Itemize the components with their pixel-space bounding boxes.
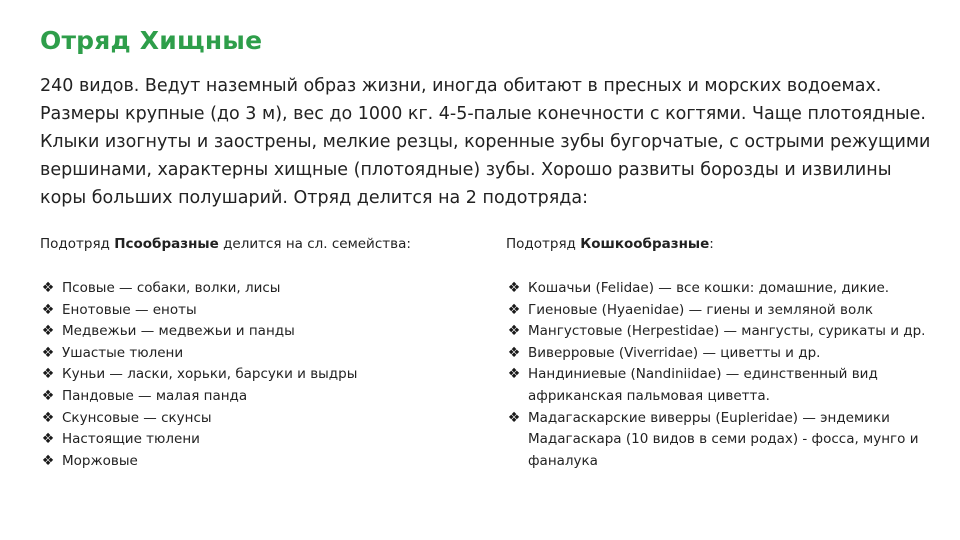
- family-list-item: [40, 386, 480, 408]
- family-list-item-text: Енотовые — еноты: [62, 301, 197, 318]
- family-list-item: [506, 321, 946, 343]
- diamond-bullet-icon: ❖: [41, 452, 55, 469]
- family-list-item-text: Гиеновые (Hyaenidae) — гиены и земляной волк: [528, 301, 873, 318]
- family-list-item: [506, 343, 946, 365]
- diamond-bullet-icon: ❖: [41, 431, 55, 448]
- family-list-item: [40, 321, 480, 343]
- family-list-item-text: Ушастые тюлени: [62, 344, 184, 361]
- suborder-heading-suffix: :: [709, 236, 714, 252]
- intro-paragraph: 240 видов. Ведут наземный образ жизни, иногда обитают в пресных и морских водоемах. Размеры крупные (до 3 м), вес до 1000 кг. 4-5-палые конечности с когтями. Чаще плотоядные. Клыки изогнуты и заострены, мелкие резцы, коренные зубы бугорчатые, с острыми режущими вершинами, характерны хищные (плотоядные) зубы. Хорошо развиты борозды и извилины коры больших полушарий. Отряд делится на 2 подотряда:: [40, 76, 931, 208]
- diamond-bullet-icon: ❖: [41, 387, 55, 404]
- family-list-item-text: Настоящие тюлени: [62, 431, 200, 448]
- family-list-item-text: Нандиниевые (Nandiniidae) — единственный вид африканская пальмовая циветта.: [528, 366, 878, 404]
- family-list-item: [506, 278, 946, 300]
- page-title: Отряд Хищные: [40, 26, 263, 55]
- family-list-item: [40, 278, 480, 300]
- family-list-item-text: Пандовые — малая панда: [62, 387, 248, 404]
- diamond-bullet-icon: ❖: [507, 323, 521, 340]
- diamond-bullet-icon: ❖: [41, 409, 55, 426]
- suborder-feliformia-column: [506, 234, 946, 472]
- family-list-item: [40, 451, 480, 473]
- diamond-bullet-icon: ❖: [41, 344, 55, 361]
- family-list-item: [40, 364, 480, 386]
- family-list-item-text: Скунсовые — скунсы: [62, 409, 212, 426]
- family-list-item-text: Мангустовые (Herpestidae) — мангусты, сурикаты и др.: [528, 323, 926, 340]
- family-list-item-text: Мадагаскарские виверры (Eupleridae) — эндемики Мадагаскара (10 видов в семи родах) - фосса, мунго и фаналука: [528, 409, 919, 469]
- suborder-feliformia-heading: [506, 234, 946, 254]
- family-list-item-text: Медвежьи — медвежьи и панды: [62, 323, 295, 340]
- family-list-item: [40, 408, 480, 430]
- suborder-caniformia-column: [40, 234, 480, 472]
- caniformia-family-list: [40, 278, 480, 472]
- suborder-heading-prefix: Подотряд: [40, 236, 115, 252]
- diamond-bullet-icon: ❖: [507, 344, 521, 361]
- diamond-bullet-icon: ❖: [41, 366, 55, 383]
- family-list-item: [40, 429, 480, 451]
- diamond-bullet-icon: ❖: [41, 280, 55, 296]
- feliformia-family-list: [506, 278, 946, 472]
- diamond-bullet-icon: ❖: [507, 280, 521, 296]
- diamond-bullet-icon: ❖: [41, 301, 55, 318]
- diamond-bullet-icon: ❖: [507, 366, 521, 383]
- suborder-heading-suffix: делится на сл. семейства:: [218, 236, 411, 252]
- family-list-item-text: Куньи — ласки, хорьки, барсуки и выдры: [62, 366, 358, 383]
- family-list-item: [506, 408, 946, 473]
- family-list-item-text: Кошачьи (Felidae) — все кошки: домашние, дикие.: [528, 280, 890, 296]
- diamond-bullet-icon: ❖: [507, 409, 521, 426]
- family-list-item-text: Виверровые (Viverridae) — циветты и др.: [528, 344, 821, 361]
- family-list-item: [40, 343, 480, 365]
- family-list-item: [40, 300, 480, 322]
- suborder-caniformia-name: Псообразные: [114, 236, 219, 252]
- suborder-feliformia-name: Кошкообразные: [580, 236, 710, 252]
- suborder-heading-prefix: Подотряд: [506, 236, 581, 252]
- diamond-bullet-icon: ❖: [507, 301, 521, 318]
- suborder-caniformia-heading: [40, 234, 480, 254]
- family-list-item: [506, 300, 946, 322]
- family-list-item-text: Псовые — собаки, волки, лисы: [62, 280, 281, 296]
- diamond-bullet-icon: ❖: [41, 323, 55, 340]
- family-list-item-text: Моржовые: [62, 452, 138, 469]
- family-list-item: [506, 364, 946, 407]
